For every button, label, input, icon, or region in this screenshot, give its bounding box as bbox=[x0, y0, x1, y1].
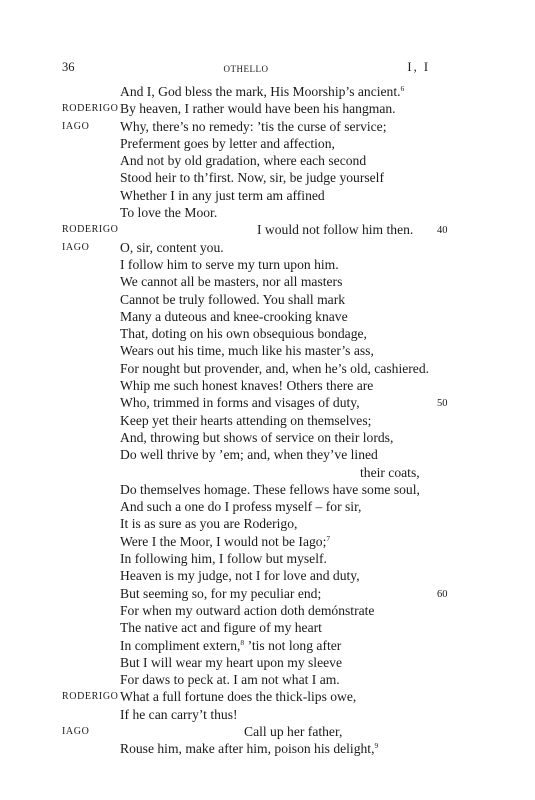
line-text-body: I follow him to serve my turn upon him. bbox=[120, 256, 339, 272]
verse-line bbox=[0, 498, 535, 515]
verse-line bbox=[0, 204, 535, 221]
line-text-body: In following him, I follow but myself. bbox=[120, 551, 327, 567]
verse-line bbox=[0, 706, 535, 723]
line-text bbox=[120, 360, 429, 377]
line-number: 40 bbox=[437, 225, 448, 237]
line-text-body: We cannot all be masters, nor all masters bbox=[120, 274, 343, 290]
line-text-body: Rouse him, make after him, poison his delight, bbox=[120, 741, 375, 757]
line-text-body: Why, there’s no remedy: ’tis the curse of service; bbox=[120, 118, 387, 134]
line-text-body: Whip me such honest knaves! Others there are bbox=[120, 378, 374, 394]
verse-line bbox=[0, 637, 535, 654]
verse-line bbox=[0, 654, 535, 671]
footnote-marker: 7 bbox=[326, 533, 331, 543]
verse-line bbox=[0, 550, 535, 567]
line-text-body: Cannot be truly followed. You shall mark bbox=[120, 291, 346, 307]
line-text bbox=[120, 567, 360, 584]
line-text bbox=[244, 723, 342, 740]
line-text bbox=[120, 602, 374, 619]
verse-line bbox=[0, 515, 535, 532]
verse-line bbox=[0, 740, 535, 757]
line-text-body: And such a one do I profess myself – for sir, bbox=[120, 499, 362, 515]
verse-line bbox=[0, 412, 535, 429]
line-text-body: What a full fortune does the thick-lips owe, bbox=[120, 689, 357, 705]
page-number: 36 bbox=[62, 60, 75, 74]
line-text bbox=[120, 446, 378, 463]
verse-line bbox=[0, 135, 535, 152]
running-header bbox=[62, 60, 430, 76]
verse-line bbox=[0, 273, 535, 290]
verse-line bbox=[0, 221, 535, 238]
line-text-body: Many a duteous and knee-crooking knave bbox=[120, 308, 348, 324]
line-text bbox=[120, 152, 366, 169]
line-text-body: In compliment extern, bbox=[120, 637, 241, 653]
line-text bbox=[120, 377, 373, 394]
verse-line bbox=[0, 533, 535, 550]
line-number: 60 bbox=[437, 588, 448, 600]
line-text bbox=[120, 481, 420, 498]
footnote-marker: 8 bbox=[240, 637, 245, 647]
line-text bbox=[120, 204, 217, 221]
line-text bbox=[120, 83, 404, 100]
line-number: 50 bbox=[437, 398, 448, 410]
line-text-continuation: ’tis not long after bbox=[244, 637, 342, 653]
line-text bbox=[120, 308, 348, 325]
verse-line bbox=[0, 152, 535, 169]
line-text-body: And I, God bless the mark, His Moorship’s ancient. bbox=[120, 84, 401, 99]
line-text-body: Wears out his time, much like his master’s ass, bbox=[120, 343, 374, 359]
line-text bbox=[120, 239, 224, 256]
line-text-body: To love the Moor. bbox=[120, 205, 218, 221]
line-text-body: And, throwing but shows of service on their lords, bbox=[120, 429, 394, 445]
speaker-name: RODERIGO bbox=[62, 224, 119, 236]
line-text bbox=[120, 429, 393, 446]
line-text bbox=[120, 325, 367, 342]
line-text-body: The native act and figure of my heart bbox=[120, 620, 322, 636]
line-text bbox=[257, 221, 413, 238]
line-text bbox=[120, 515, 297, 532]
speaker-name: IAGO bbox=[62, 241, 90, 253]
verse-line bbox=[0, 671, 535, 688]
line-text-body: It is as sure as you are Roderigo, bbox=[120, 516, 298, 532]
line-text bbox=[120, 619, 322, 636]
line-text bbox=[120, 688, 356, 705]
line-text bbox=[120, 706, 238, 723]
verse-line bbox=[0, 360, 535, 377]
verse-line bbox=[0, 377, 535, 394]
line-text-body: Whether I in any just term am affined bbox=[120, 187, 325, 203]
line-text bbox=[120, 187, 325, 204]
line-text-body: Do well thrive by ’em; and, when they’ve lined bbox=[120, 447, 378, 463]
speaker-name: RODERIGO bbox=[62, 103, 119, 115]
verse-line bbox=[0, 291, 535, 308]
line-text-body: For when my outward action doth demónstrate bbox=[120, 602, 375, 618]
line-text-body: For daws to peck at. I am not what I am. bbox=[120, 672, 340, 688]
act-scene-marker: I, I bbox=[407, 60, 430, 74]
line-text-body: Stood heir to th’first. Now, sir, be judge yourself bbox=[120, 170, 384, 186]
speaker-name: IAGO bbox=[62, 120, 90, 132]
line-text-body: Keep yet their hearts attending on themselves; bbox=[120, 412, 372, 428]
line-text-body: But seeming so, for my peculiar end; bbox=[120, 585, 322, 601]
verse-line bbox=[0, 481, 535, 498]
verse-line bbox=[0, 83, 535, 100]
line-text-body: That, doting on his own obsequious bondage, bbox=[120, 326, 367, 342]
line-text bbox=[120, 654, 342, 671]
line-text bbox=[120, 550, 327, 567]
running-title: othello bbox=[223, 60, 269, 75]
verse-line bbox=[0, 688, 535, 705]
line-text bbox=[120, 118, 387, 135]
verse-line bbox=[0, 325, 535, 342]
line-text-body: Who, trimmed in forms and visages of duty, bbox=[120, 395, 360, 411]
line-text bbox=[360, 464, 420, 481]
line-text bbox=[120, 412, 371, 429]
line-text-body: Do themselves homage. These fellows have some soul, bbox=[120, 481, 420, 497]
footnote-marker: 9 bbox=[374, 741, 379, 751]
line-text-body: Preferment goes by letter and affection, bbox=[120, 135, 335, 151]
line-text-body: But I will wear my heart upon my sleeve bbox=[120, 654, 342, 670]
line-text-body: Call up her father, bbox=[244, 723, 343, 739]
verse-line bbox=[0, 239, 535, 256]
footnote-marker: 6 bbox=[400, 84, 405, 93]
speaker-name: IAGO bbox=[62, 725, 90, 737]
verse-line bbox=[0, 723, 535, 740]
verse-line bbox=[0, 585, 535, 602]
verse-line bbox=[0, 187, 535, 204]
verse-line bbox=[0, 342, 535, 359]
line-text bbox=[120, 637, 341, 654]
line-text bbox=[120, 291, 345, 308]
line-text-body: Were I the Moor, I would not be Iago; bbox=[120, 533, 327, 549]
verse-line bbox=[0, 308, 535, 325]
line-text bbox=[120, 394, 360, 411]
verse-line bbox=[0, 169, 535, 186]
speaker-name: RODERIGO bbox=[62, 691, 119, 703]
line-text-body: Heaven is my judge, not I for love and duty, bbox=[120, 568, 360, 584]
line-text-body: By heaven, I rather would have been his hangman. bbox=[120, 101, 396, 117]
play-text bbox=[0, 83, 535, 758]
line-text bbox=[120, 256, 339, 273]
verse-line bbox=[0, 602, 535, 619]
verse-line bbox=[0, 446, 535, 463]
line-text-body: And not by old gradation, where each second bbox=[120, 153, 367, 169]
line-text-body: If he can carry’t thus! bbox=[120, 706, 238, 722]
verse-line bbox=[0, 118, 535, 135]
line-text-body: O, sir, content you. bbox=[120, 239, 224, 255]
line-text-body: For nought but provender, and, when he’s old, cashiered. bbox=[120, 360, 430, 376]
verse-line bbox=[0, 256, 535, 273]
line-text bbox=[120, 585, 321, 602]
line-text bbox=[120, 169, 384, 186]
line-text bbox=[120, 135, 335, 152]
line-text bbox=[120, 498, 361, 515]
verse-line bbox=[0, 567, 535, 584]
line-text-body: I would not follow him then. bbox=[257, 222, 414, 238]
verse-line bbox=[0, 394, 535, 411]
verse-line bbox=[0, 429, 535, 446]
line-text bbox=[120, 273, 342, 290]
line-text bbox=[120, 100, 396, 117]
line-text bbox=[120, 740, 378, 757]
line-text bbox=[120, 533, 330, 550]
line-text bbox=[120, 342, 374, 359]
verse-line bbox=[0, 464, 535, 481]
line-text-body: their coats, bbox=[360, 464, 420, 480]
verse-line bbox=[0, 619, 535, 636]
verse-line bbox=[0, 100, 535, 117]
line-text bbox=[120, 671, 340, 688]
